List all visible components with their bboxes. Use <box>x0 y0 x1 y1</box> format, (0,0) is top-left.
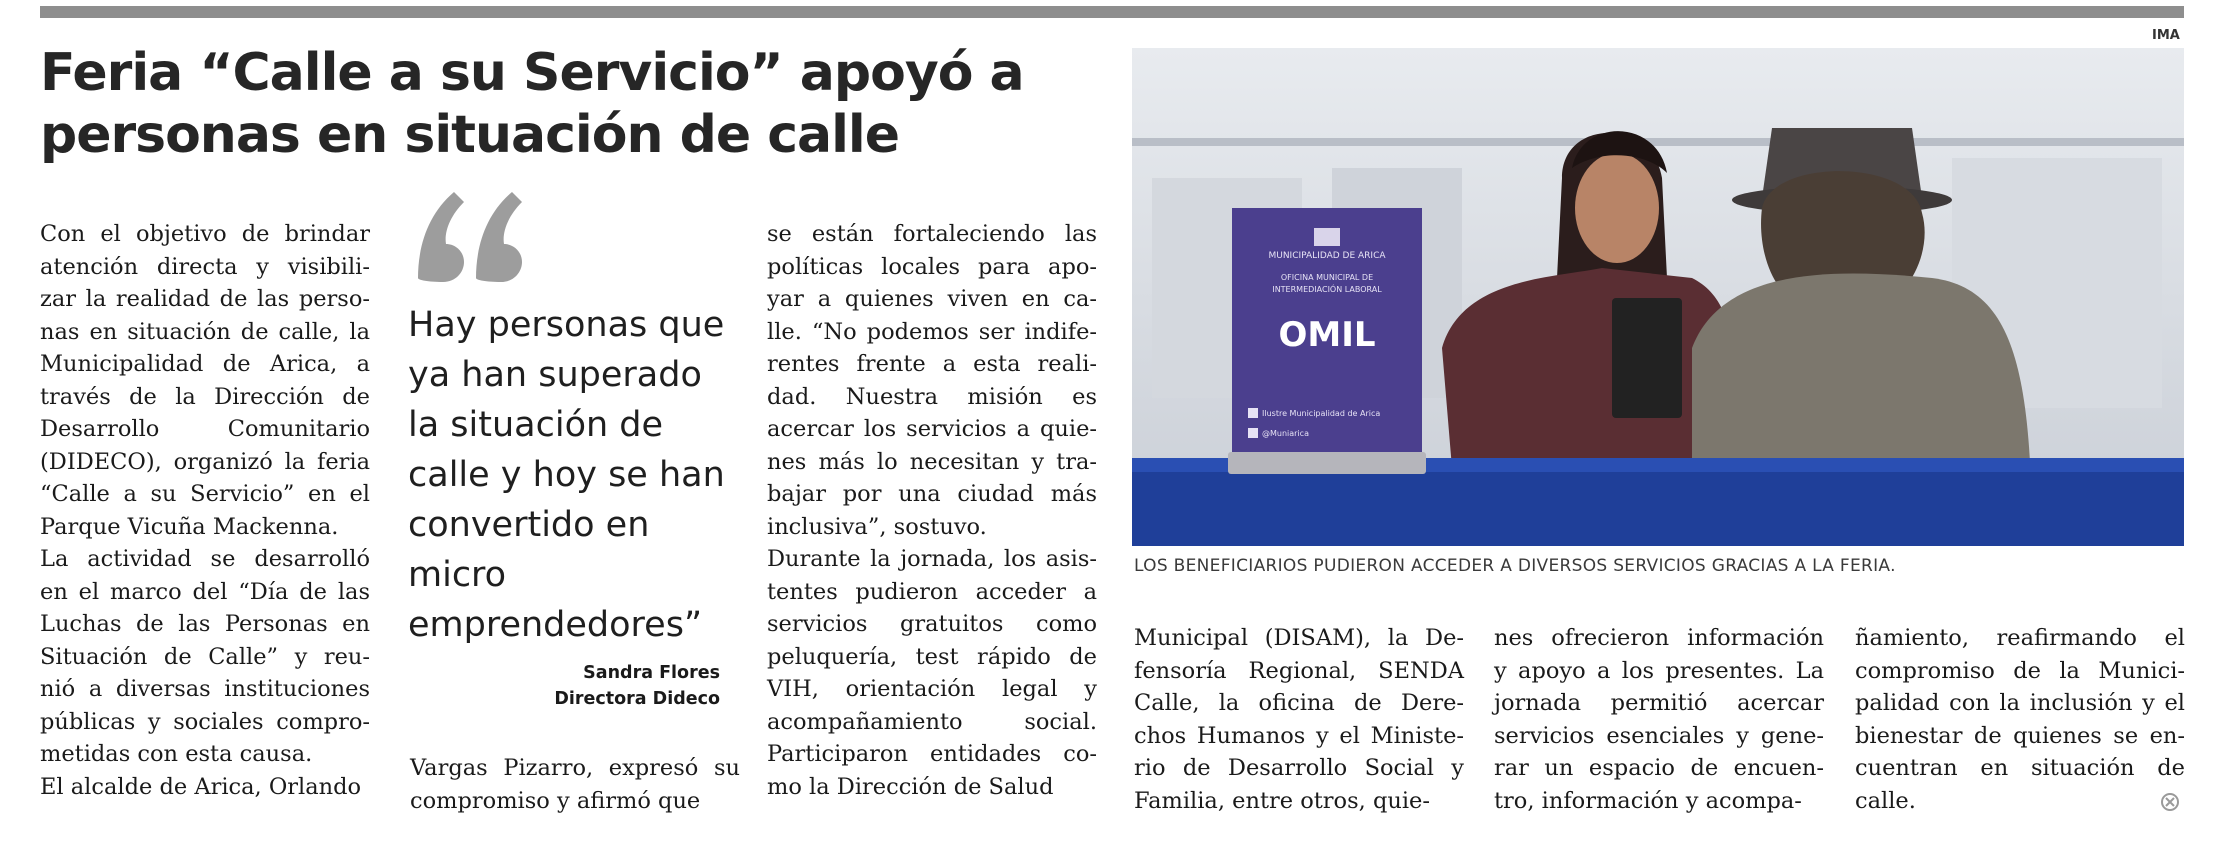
pull-quote-line: calle y hoy se han <box>408 455 725 495</box>
text-line: nes más lo necesitan y tra- <box>767 448 1097 475</box>
body-column-5 <box>1494 622 1824 817</box>
text-line: lle. “No podemos ser indife- <box>767 318 1097 345</box>
pull-quote-line: ya han superado <box>408 355 702 395</box>
pull-quote <box>408 300 748 650</box>
text-line: mo la Dirección de Salud <box>767 773 1054 800</box>
text-line: rar un espacio de encuen- <box>1494 755 1824 781</box>
text-line: VIH, orientación legal y <box>767 676 1097 702</box>
quote-author-role: Directora Dideco <box>554 689 720 709</box>
text-line: servicios esenciales y gene- <box>1494 722 1824 749</box>
text-line: acompañamiento social. <box>767 708 1097 735</box>
text-line: Durante la jornada, los asis- <box>767 546 1097 572</box>
end-of-article-icon <box>2160 792 2180 812</box>
text-line: fensoría Regional, SENDA <box>1134 657 1464 684</box>
text-line: rio de Desarrollo Social y <box>1134 755 1464 781</box>
text-line: ñamiento, reafirmando el <box>1855 625 2185 651</box>
text-line: bienestar de quienes se en- <box>1855 722 2185 749</box>
text-line: públicas y sociales compro- <box>40 708 370 735</box>
photo-caption: LOS BENEFICIARIOS PUDIERON ACCEDER A DIVERSOS SERVICIOS GRACIAS A LA FERIA. <box>1134 556 1896 576</box>
headline-line-1: Feria “Calle a su Servicio” apoyó a <box>40 43 1024 103</box>
text-line: yar a quienes viven en ca- <box>767 286 1097 312</box>
text-line: nes ofrecieron información <box>1494 625 1824 651</box>
text-line: bajar por una ciudad más <box>767 481 1097 507</box>
text-line: Calle, la oficina de Dere- <box>1134 690 1464 716</box>
text-line: Parque Vicuña Mackenna. <box>40 513 339 540</box>
text-line: La actividad se desarrolló <box>40 546 370 572</box>
text-line: políticas locales para apo- <box>767 253 1097 280</box>
text-line: través de la Dirección de <box>40 383 370 410</box>
text-line: Municipal (DISAM), la De- <box>1134 625 1464 651</box>
text-line: atención directa y visibili- <box>40 253 370 280</box>
text-line: peluquería, test rápido de <box>767 643 1097 670</box>
text-line: Desarrollo Comunitario <box>40 416 370 442</box>
text-line: Municipalidad de Arica, a <box>40 351 370 377</box>
text-line: zar la realidad de las perso- <box>40 286 370 312</box>
text-line: nas en situación de calle, la <box>40 318 370 345</box>
text-line: cuentran en situación de <box>1855 755 2185 781</box>
banner-sub-text-1: OFICINA MUNICIPAL DE <box>1280 273 1374 282</box>
body-column-4 <box>1134 622 1464 817</box>
body-column-3 <box>767 218 1097 803</box>
pull-quote-line: convertido en <box>408 505 650 545</box>
banner-org-text: MUNICIPALIDAD DE ARICA <box>1268 251 1386 261</box>
body-column-1 <box>40 218 370 803</box>
banner-title-text: OMIL <box>1278 315 1376 355</box>
pull-quote-line: emprendedores” <box>408 605 703 645</box>
quote-mark-icon <box>410 186 530 296</box>
text-line: en el marco del “Día de las <box>40 578 370 605</box>
banner-social-text-1: Ilustre Municipalidad de Arica <box>1262 409 1381 418</box>
text-line: nió a diversas instituciones <box>40 676 370 702</box>
pull-quote-line: micro <box>408 555 507 595</box>
headline-line-2: personas en situación de calle <box>40 105 900 165</box>
text-line: El alcalde de Arica, Orlando <box>40 773 362 800</box>
text-line: calle. <box>1855 787 1916 814</box>
body-column-6 <box>1855 622 2185 817</box>
text-line: jornada permitió acercar <box>1494 690 1824 716</box>
text-line: Luchas de las Personas en <box>40 611 370 637</box>
text-line: Situación de Calle” y reu- <box>40 643 370 670</box>
text-line: servicios gratuitos como <box>767 611 1097 637</box>
pull-quote-line: la situación de <box>408 405 664 445</box>
text-line: inclusiva”, sostuvo. <box>767 513 987 540</box>
body-column-2 <box>410 752 740 817</box>
banner-sub-text-2: INTERMEDIACIÓN LABORAL <box>1272 285 1382 294</box>
text-line: Participaron entidades co- <box>767 741 1097 767</box>
text-line: Con el objetivo de brindar <box>40 221 370 247</box>
text-line: acercar los servicios a quie- <box>767 416 1097 442</box>
top-rule <box>40 6 2184 18</box>
text-line: se están fortaleciendo las <box>767 221 1097 247</box>
quote-attribution <box>420 660 720 712</box>
text-line: Familia, entre otros, quie- <box>1134 787 1430 814</box>
text-line: tentes pudieron acceder a <box>767 578 1097 605</box>
text-line: compromiso y afirmó que <box>410 787 701 814</box>
article-photo <box>1132 48 2184 546</box>
headline <box>40 42 1100 166</box>
text-line: dad. Nuestra misión es <box>767 383 1097 410</box>
text-line: tro, información y acompa- <box>1494 787 1802 814</box>
text-line: “Calle a su Servicio” en el <box>40 481 370 507</box>
text-line: Vargas Pizarro, expresó su <box>410 755 740 781</box>
text-line: compromiso de la Munici- <box>1855 657 2185 684</box>
text-line: metidas con esta causa. <box>40 741 313 767</box>
banner-social-text-2: @Muniarica <box>1262 429 1309 438</box>
photo-illustration <box>1132 48 2184 546</box>
text-line: palidad con la inclusión y el <box>1855 690 2185 716</box>
pull-quote-line: Hay personas que <box>408 305 725 345</box>
photo-credit: IMA <box>2152 28 2180 43</box>
text-line: chos Humanos y el Ministe- <box>1134 722 1464 749</box>
text-line: y apoyo a los presentes. La <box>1494 657 1824 684</box>
text-line: (DIDECO), organizó la feria <box>40 448 370 475</box>
text-line: rentes frente a esta reali- <box>767 351 1097 377</box>
quote-author-name: Sandra Flores <box>583 663 720 683</box>
